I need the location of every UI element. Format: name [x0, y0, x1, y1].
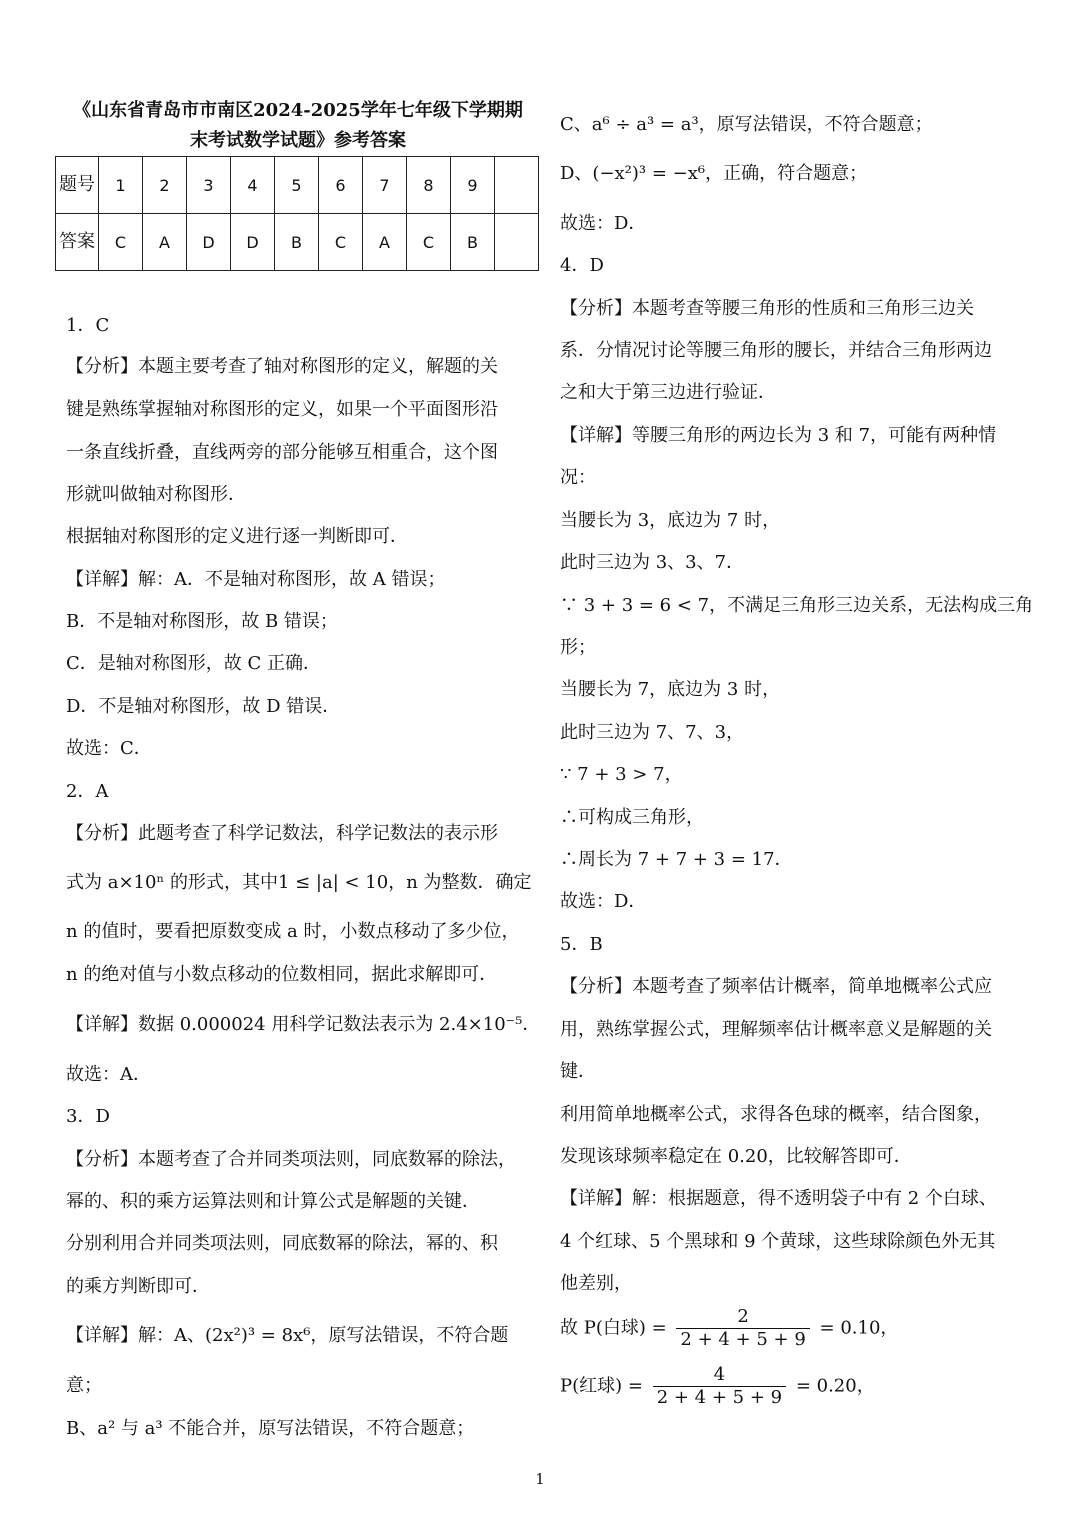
text-line: 【分析】本题考查了合并同类项法则，同底数幂的除法， [66, 1149, 516, 1170]
text-line: 形就叫做轴对称图形． [66, 484, 246, 505]
table-cell: A [363, 214, 407, 271]
fraction [653, 1364, 786, 1409]
table-cell: D [187, 214, 231, 271]
table-cell: 3 [187, 157, 231, 214]
text-line: 【分析】此题考查了科学记数法，科学记数法的表示形 [66, 823, 498, 844]
text-line: 意； [66, 1375, 102, 1396]
text-line: 当腰长为 7，底边为 3 时， [560, 679, 781, 700]
text-line: 幂的、积的乘方运算法则和计算公式是解题的关键． [66, 1191, 480, 1212]
text-line: B、a² 与 a³ 不能合并，原写法错误，不符合题意； [66, 1418, 475, 1439]
fraction-denominator: 2 + 4 + 5 + 9 [656, 1387, 783, 1408]
answer-table [55, 156, 539, 271]
text-line: n 的值时，要看把原数变成 a 时，小数点移动了多少位， [66, 921, 520, 942]
text-line: 此时三边为 7、7、3， [560, 722, 745, 743]
formula-prefix: 故 P(白球) = [560, 1317, 667, 1339]
text-line: 式为 a×10ⁿ 的形式，其中1 ≤ |a| < 10，n 为整数．确定 [66, 872, 532, 893]
table-cell: C [99, 214, 143, 271]
text-line: ∵ 7 + 3 > 7， [560, 764, 683, 785]
table-cell: 6 [319, 157, 363, 214]
text-line: 发现该球频率稳定在 0.20，比较解答即可． [560, 1146, 912, 1167]
text-line: 3．D [66, 1106, 110, 1127]
text-line: 【详解】解：根据题意，得不透明袋子中有 2 个白球、 [560, 1188, 997, 1209]
text-line: 之和大于第三边进行验证． [560, 382, 776, 403]
text-line: 1．C [66, 315, 110, 336]
text-line: 【详解】解：A、(2x²)³ = 8x⁶，原写法错误，不符合题 [66, 1325, 509, 1346]
title-line-2: 末考试数学试题》参考答案 [190, 130, 406, 151]
text-line: 用，熟练掌握公式，理解频率估计概率意义是解题的关 [560, 1019, 992, 1040]
answer-table-number-row [56, 157, 539, 214]
text-line: ∵ 3 + 3 = 6 < 7，不满足三角形三边关系，无法构成三角 [560, 595, 1034, 616]
text-line: n 的绝对值与小数点移动的位数相同，据此求解即可． [66, 964, 498, 985]
table-cell: D [231, 214, 275, 271]
text-line: 键是熟练掌握轴对称图形的定义，如果一个平面图形沿 [66, 399, 498, 420]
fraction-numerator: 2 [676, 1306, 809, 1329]
text-line: 故选：A． [66, 1064, 151, 1085]
text-line: ∴周长为 7 + 7 + 3 = 17． [560, 849, 793, 870]
text-line: 故选：C． [66, 738, 152, 759]
table-cell: 7 [363, 157, 407, 214]
text-line: 4．D [560, 255, 604, 276]
title-line-1: 《山东省青岛市市南区2024-2025学年七年级下学期期 [73, 100, 523, 121]
text-line: D、(−x²)³ = −x⁶，正确，符合题意； [560, 163, 868, 184]
text-line: 【分析】本题主要考查了轴对称图形的定义，解题的关 [66, 356, 498, 377]
fraction-denominator: 2 + 4 + 5 + 9 [680, 1329, 806, 1350]
text-line: C．是轴对称图形，故 C 正确． [66, 653, 321, 674]
table-cell [495, 157, 539, 214]
table-cell: B [451, 214, 495, 271]
text-line: 故选：D． [560, 213, 647, 234]
text-line: 当腰长为 3，底边为 7 时， [560, 510, 781, 531]
page-number: 1 [535, 1470, 545, 1488]
text-line: 2．A [66, 781, 109, 802]
table-cell: 5 [275, 157, 319, 214]
formula-prefix: P(红球) = [560, 1375, 643, 1397]
formula-suffix: = 0.10， [819, 1317, 899, 1339]
table-cell: 9 [451, 157, 495, 214]
text-line: 【详解】数据 0.000024 用科学记数法表示为 2.4×10⁻⁵． [66, 1014, 541, 1035]
text-line: 的乘方判断即可． [66, 1276, 210, 1297]
text-line: ∴可构成三角形， [560, 807, 704, 828]
formula-suffix: = 0.20， [795, 1375, 875, 1397]
text-line: 系．分情况讨论等腰三角形的腰长，并结合三角形两边 [560, 340, 992, 361]
answer-table-answer-row [56, 214, 539, 271]
fraction [676, 1306, 809, 1351]
table-header-question: 题号 [56, 157, 99, 214]
text-line: D．不是轴对称图形，故 D 错误． [66, 696, 341, 717]
text-line: 况： [560, 467, 596, 488]
table-cell: C [407, 214, 451, 271]
text-line: 【详解】解：A．不是轴对称图形，故 A 错误； [66, 569, 446, 590]
table-cell: 8 [407, 157, 451, 214]
text-line: 此时三边为 3、3、7． [560, 552, 745, 573]
text-line: 【分析】本题考查了频率估计概率，简单地概率公式应 [560, 976, 992, 997]
table-cell: A [143, 214, 187, 271]
table-cell [495, 214, 539, 271]
text-line: 【详解】等腰三角形的两边长为 3 和 7，可能有两种情 [560, 425, 997, 446]
text-line: 他差别， [560, 1273, 632, 1294]
text-line: B．不是轴对称图形，故 B 错误； [66, 611, 338, 632]
text-line: 【分析】本题考查等腰三角形的性质和三角形三边关 [560, 298, 974, 319]
table-cell: 4 [231, 157, 275, 214]
text-line: 4 个红球、5 个黑球和 9 个黄球，这些球除颜色外无其 [560, 1231, 996, 1252]
text-line: 5．B [560, 934, 603, 955]
formula-red-ball [560, 1364, 875, 1409]
table-cell: B [275, 214, 319, 271]
table-header-answer: 答案 [56, 214, 99, 271]
text-line: 利用简单地概率公式，求得各色球的概率，结合图象， [560, 1104, 992, 1125]
text-line: 一条直线折叠，直线两旁的部分能够互相重合，这个图 [66, 442, 498, 463]
text-line: 形； [560, 637, 596, 658]
formula-white-ball [560, 1306, 898, 1351]
text-line: 故选：D． [560, 891, 647, 912]
text-line: 分别利用合并同类项法则，同底数幂的除法，幂的、积 [66, 1233, 498, 1254]
table-cell: C [319, 214, 363, 271]
fraction-numerator: 4 [653, 1364, 786, 1387]
document-title [66, 96, 530, 156]
table-cell: 2 [143, 157, 187, 214]
text-line: 键． [560, 1061, 596, 1082]
text-line: C、a⁶ ÷ a³ = a³，原写法错误，不符合题意； [560, 114, 933, 135]
text-line: 根据轴对称图形的定义进行逐一判断即可． [66, 526, 408, 547]
table-cell: 1 [99, 157, 143, 214]
